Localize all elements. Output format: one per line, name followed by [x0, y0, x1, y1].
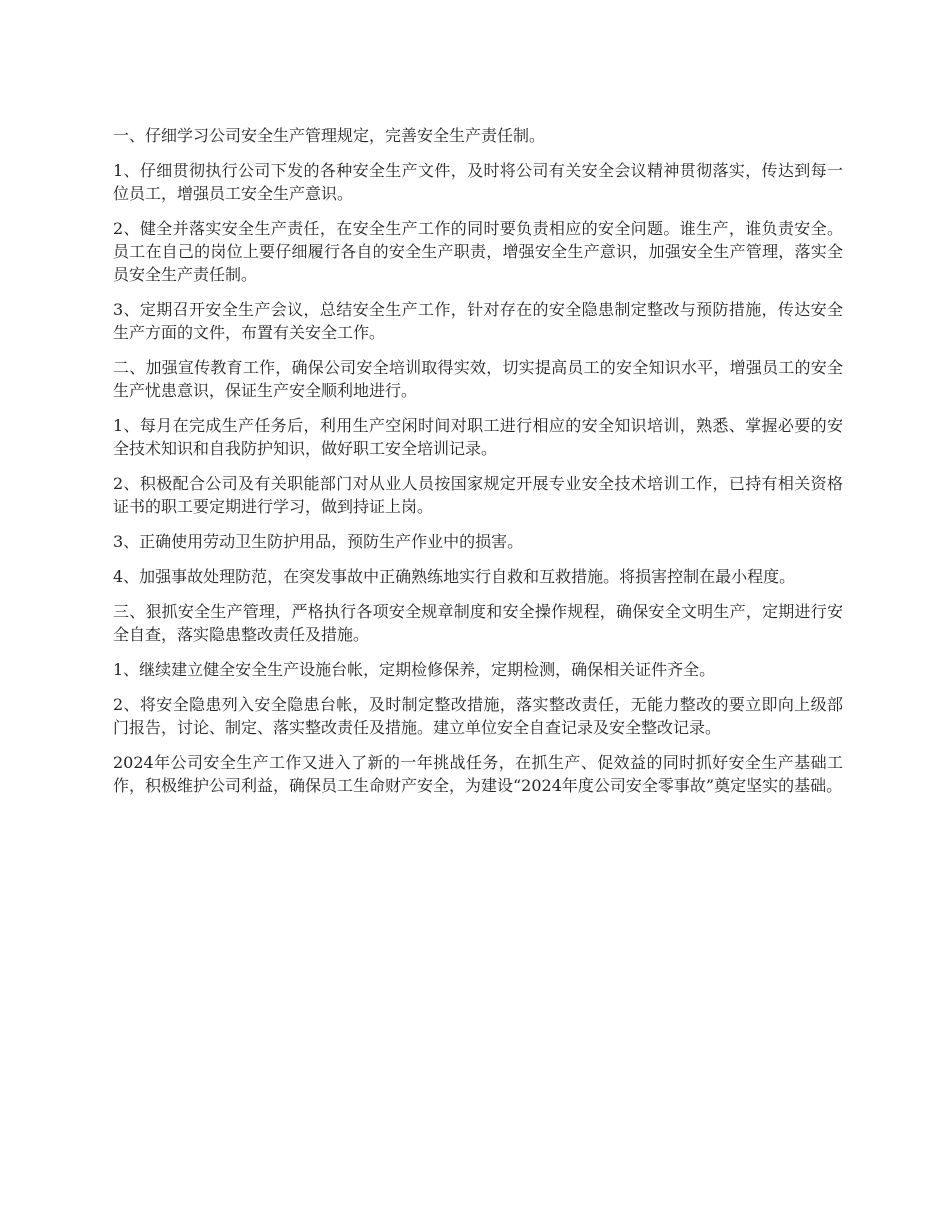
paragraph: 4、加强事故处理防范，在突发事故中正确熟练地实行自救和互救措施。将损害控制在最小程度。 — [113, 567, 796, 586]
paragraph: 3、正确使用劳动卫生防护用品，预防生产作业中的损害。 — [113, 532, 524, 551]
paragraph: 2、健全并落实安全生产责任，在安全生产工作的同时要负责相应的安全问题。谁生产，谁负责安全。员工在自己的岗位上要仔细履行各自的安全生产职责，增强安全生产意识，加强安全生产管理，落实全员安全生产责任制。 — [113, 219, 843, 284]
paragraph: 2、积极配合公司及有关职能部门对从业人员按国家规定开展专业安全技术培训工作，已持有相关资格证书的职工要定期进行学习，做到持证上岗。 — [113, 474, 843, 516]
section-heading-2: 二、加强宣传教育工作，确保公司安全培训取得实效，切实提高员工的安全知识水平，增强员工的安全生产忧患意识，保证生产安全顺利地进行。 — [113, 358, 843, 400]
document-body — [113, 124, 843, 809]
paragraph: 3、定期召开安全生产会议，总结安全生产工作，针对存在的安全隐患制定整改与预防措施，传达安全生产方面的文件，布置有关安全工作。 — [113, 300, 843, 342]
paragraph: 1、仔细贯彻执行公司下发的各种安全生产文件，及时将公司有关安全会议精神贯彻落实，传达到每一位员工，增强员工安全生产意识。 — [113, 161, 843, 203]
section-heading-3: 三、狠抓安全生产管理，严格执行各项安全规章制度和安全操作规程，确保安全文明生产，定期进行安全自查，落实隐患整改责任及措施。 — [113, 602, 843, 644]
paragraph: 2、将安全隐患列入安全隐患台帐，及时制定整改措施，落实整改责任，无能力整改的要立即向上级部门报告，讨论、制定、落实整改责任及措施。建立单位安全自查记录及安全整改记录。 — [113, 695, 843, 737]
paragraph: 1、继续建立健全安全生产设施台帐，定期检修保养，定期检测，确保相关证件齐全。 — [113, 660, 716, 679]
section-heading-1: 一、仔细学习公司安全生产管理规定，完善安全生产责任制。 — [113, 126, 546, 145]
paragraph: 1、每月在完成生产任务后，利用生产空闲时间对职工进行相应的安全知识培训，熟悉、掌握必要的安全技术知识和自我防护知识，做好职工安全培训记录。 — [113, 416, 843, 458]
closing-paragraph: 2024年公司安全生产工作又进入了新的一年挑战任务，在抓生产、促效益的同时抓好安全生产基础工作，积极维护公司利益，确保员工生命财产安全，为建设“2024年度公司安全零事故”奠定坚实的基础。 — [113, 753, 843, 795]
